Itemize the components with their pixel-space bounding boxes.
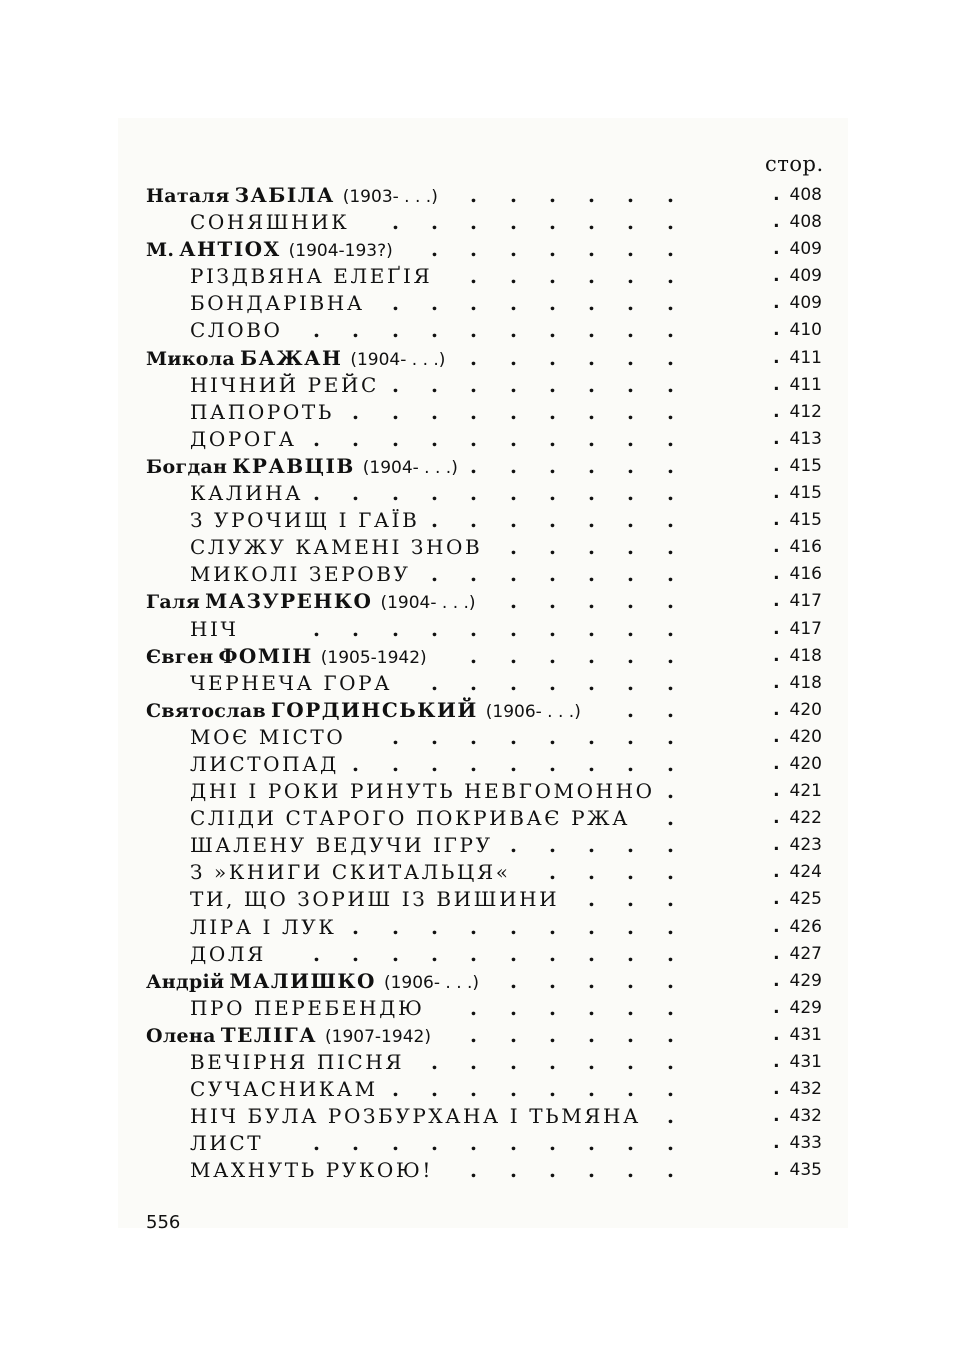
toc-poem-row: НІЧНИЙ РЕЙС . . . . . . . . . 411 — [146, 372, 826, 399]
poem-title: СЛУЖУ КАМЕНІ ЗНОВ — [190, 535, 483, 560]
author-first-name: Галя — [146, 591, 201, 614]
toc-poem-row: ЛИСТ . . . . . . . . . . . 433 — [146, 1130, 826, 1157]
page-ref-number: 420 — [789, 753, 822, 774]
page-ref: . 409 — [773, 266, 822, 287]
toc-poem-row: ПРО ПЕРЕБЕНДЮ . . . . . . . 429 — [146, 995, 826, 1022]
page-ref-number: 415 — [789, 455, 822, 476]
page-ref-number: 423 — [789, 835, 822, 856]
page-ref-number: 432 — [789, 1106, 822, 1127]
page-ref-number: 432 — [789, 1079, 822, 1100]
page-ref-number: 408 — [789, 185, 822, 205]
toc-poem-row: ВЕЧІРНЯ ПІСНЯ . . . . . . . . 431 — [146, 1049, 826, 1076]
toc-author-row: Святослав ГОРДИНСЬКИЙ (1906- . . .) . . . 420 — [146, 697, 826, 724]
page-ref: . 432 — [773, 1106, 822, 1127]
author-years: (1904- . . .) — [380, 593, 476, 614]
author-first-name: Андрій — [146, 970, 225, 993]
toc-poem-row: ДОЛЯ . . . . . . . . . . . 427 — [146, 941, 826, 968]
page-ref-number: 416 — [789, 564, 822, 585]
toc-poem-row: НІЧ БУЛА РОЗБУРХАНА І ТЬМЯНА . . 432 — [146, 1103, 826, 1130]
author-heading — [146, 643, 427, 672]
page-ref-number: 433 — [789, 1133, 822, 1154]
poem-title: НІЧ БУЛА РОЗБУРХАНА І ТЬМЯНА — [190, 1104, 641, 1129]
page-ref: . 432 — [773, 1079, 822, 1100]
toc-poem-row: БОНДАРІВНА . . . . . . . . . 409 — [146, 290, 826, 317]
poem-title: ЛИСТОПАД — [190, 751, 339, 776]
poem-title: ДОРОГА — [190, 426, 297, 451]
toc-author-row: Наталя ЗАБІЛА (1903- . . .) . . . . . . . 408 — [146, 182, 826, 209]
author-years: (1906- . . .) — [485, 701, 581, 722]
author-last-name: ТЕЛІГА — [220, 1022, 318, 1047]
toc-poem-row: СЛІДИ СТАРОГО ПОКРИВАЄ РЖА . . 422 — [146, 805, 826, 832]
poem-title: ТИ, ЩО ЗОРИШ ІЗ ВИШИНИ — [190, 887, 560, 912]
page-ref: . 421 — [773, 781, 822, 802]
poem-title: ЛИСТ — [190, 1131, 264, 1156]
page-ref-number: 409 — [789, 266, 822, 287]
page-ref: . 431 — [773, 1024, 822, 1045]
author-heading — [146, 345, 445, 374]
page-ref-number: 417 — [789, 591, 822, 612]
page-ref: . 425 — [773, 889, 822, 910]
page-ref-number: 409 — [789, 293, 822, 314]
author-years: (1906- . . .) — [383, 972, 480, 993]
author-years: (1905-1942) — [320, 647, 427, 668]
poem-title: НІЧ — [190, 616, 239, 641]
poem-title: ВЕЧІРНЯ ПІСНЯ — [190, 1050, 405, 1074]
toc-poem-row: МАХНУТЬ РУКОЮ! . . . . . . . 435 — [146, 1157, 826, 1184]
author-heading — [146, 588, 476, 617]
page-ref-number: 420 — [789, 726, 822, 747]
toc-poem-row: ДНІ І РОКИ РИНУТЬ НЕВГОМОННО . . 421 — [146, 778, 826, 805]
toc-poem-row: ЛІРА І ЛУК . . . . . . . . . . 426 — [146, 914, 826, 941]
page-ref: . 417 — [773, 591, 822, 612]
toc-poem-row: ДОРОГА . . . . . . . . . . . 413 — [146, 426, 826, 453]
page-ref: . 409 — [773, 293, 822, 314]
page-ref-number: 424 — [789, 862, 822, 883]
author-last-name: АНТІОХ — [179, 237, 281, 262]
toc-poem-row: ЛИСТОПАД . . . . . . . . . . 420 — [146, 751, 826, 778]
page-ref: . 431 — [773, 1052, 822, 1072]
page-ref-number: 425 — [789, 889, 822, 910]
page-ref-number: 410 — [789, 320, 822, 341]
page-ref: . 422 — [773, 808, 822, 829]
toc-poem-row: ЧЕРНЕЧА ГОРА . . . . . . . . 418 — [146, 670, 826, 697]
toc-author-row: Микола БАЖАН (1904- . . .) . . . . . . . 411 — [146, 345, 826, 372]
page-ref-number: 417 — [789, 618, 822, 639]
poem-title: МАХНУТЬ РУКОЮ! — [190, 1158, 434, 1183]
toc-author-row: Богдан КРАВЦІВ (1904- . . .) . . . . . . . 415 — [146, 453, 826, 480]
author-last-name: ГОРДИНСЬКИЙ — [270, 697, 478, 722]
author-heading — [146, 697, 581, 726]
author-last-name: ЗАБІЛА — [234, 183, 335, 207]
page-ref: . 416 — [773, 564, 822, 585]
page-ref-number: 421 — [789, 781, 822, 802]
page-ref: . 408 — [773, 185, 822, 205]
poem-title: З »КНИГИ СКИТАЛЬЦЯ« — [190, 860, 511, 885]
toc-poem-row: ПАПОРОТЬ . . . . . . . . . . 412 — [146, 399, 826, 426]
author-years: (1904-193?) — [288, 241, 393, 262]
page-ref-number: 412 — [789, 401, 822, 422]
author-first-name: Наталя — [146, 185, 230, 207]
poem-title: ЛІРА І ЛУК — [190, 914, 337, 939]
page-ref: . 412 — [773, 401, 822, 422]
page-ref: . 410 — [773, 320, 822, 341]
author-first-name: М. — [146, 239, 175, 262]
page-ref: . 415 — [773, 510, 822, 531]
toc-poem-row: ШАЛЕНУ ВЕДУЧИ ІГРУ . . . . . . 423 — [146, 832, 826, 859]
poem-title: ДНІ І РОКИ РИНУТЬ НЕВГОМОННО — [190, 779, 655, 804]
page-ref: . 423 — [773, 835, 822, 856]
page-ref-number: 408 — [789, 212, 822, 233]
poem-title: СОНЯШНИК — [190, 210, 350, 235]
toc-poem-row: З »КНИГИ СКИТАЛЬЦЯ« . . . . . 424 — [146, 859, 826, 886]
author-years: (1907-1942) — [325, 1026, 431, 1047]
author-years: (1904- . . .) — [350, 349, 446, 370]
page-ref-number: 420 — [789, 699, 822, 720]
page-ref-number: 418 — [789, 645, 822, 666]
poem-title: ПАПОРОТЬ — [190, 399, 334, 424]
author-first-name: Богдан — [146, 455, 228, 478]
page-ref: . 415 — [773, 455, 822, 476]
toc-author-row: М. АНТІОХ (1904-193?) . . . . . . . . 409 — [146, 236, 826, 263]
page-ref-number: 429 — [789, 970, 822, 991]
poem-title: ДОЛЯ — [190, 941, 266, 966]
author-last-name: КРАВЦІВ — [232, 453, 355, 478]
table-of-contents — [146, 182, 826, 1184]
author-heading — [146, 182, 438, 211]
page-ref-number: 431 — [789, 1024, 822, 1045]
toc-poem-row: МИКОЛІ ЗЕРОВУ . . . . . . . . 416 — [146, 561, 826, 588]
page-ref: . 418 — [773, 645, 822, 666]
page-ref: . 424 — [773, 862, 822, 883]
page-ref: . 420 — [773, 753, 822, 774]
page-ref-number: 435 — [789, 1160, 822, 1181]
toc-poem-row: СОНЯШНИК . . . . . . . . . 408 — [146, 209, 826, 236]
page-ref-number: 431 — [789, 1052, 822, 1072]
toc-author-row: Олена ТЕЛІГА (1907-1942) . . . . . . . 431 — [146, 1022, 826, 1049]
poem-title: БОНДАРІВНА — [190, 291, 365, 316]
toc-author-row: Євген ФОМІН (1905-1942) . . . . . . . 418 — [146, 643, 826, 670]
page-ref: . 413 — [773, 428, 822, 449]
poem-title: РІЗДВЯНА ЕЛЕҐІЯ — [190, 264, 433, 289]
toc-poem-row: З УРОЧИЩ І ГАЇВ . . . . . . . . 415 — [146, 507, 826, 534]
toc-poem-row: РІЗДВЯНА ЕЛЕҐІЯ . . . . . . . 409 — [146, 263, 826, 290]
toc-poem-row: ТИ, ЩО ЗОРИШ ІЗ ВИШИНИ . . . . 425 — [146, 886, 826, 913]
page-column-label: стор. — [765, 152, 824, 176]
author-last-name: БАЖАН — [240, 345, 343, 370]
page-ref-number: 415 — [789, 483, 822, 504]
page-ref-number: 411 — [789, 347, 822, 368]
author-years: (1904- . . .) — [362, 457, 458, 478]
page-ref-number: 429 — [789, 997, 822, 1018]
poem-title: КАЛИНА — [190, 481, 303, 506]
page-ref: . 417 — [773, 618, 822, 639]
page-ref: . 426 — [773, 916, 822, 937]
poem-title: ШАЛЕНУ ВЕДУЧИ ІГРУ — [190, 833, 493, 858]
page-ref: . 418 — [773, 672, 822, 693]
toc-poem-row: СУЧАСНИКАМ . . . . . . . . . 432 — [146, 1076, 826, 1103]
poem-title: СЛІДИ СТАРОГО ПОКРИВАЄ РЖА — [190, 806, 630, 831]
author-years: (1903- . . .) — [342, 187, 438, 207]
author-last-name: МАЛИШКО — [229, 968, 376, 993]
page-ref-number: 426 — [789, 916, 822, 937]
author-first-name: Святослав — [146, 699, 266, 722]
poem-title: СУЧАСНИКАМ — [190, 1077, 378, 1102]
author-first-name: Євген — [146, 645, 214, 668]
page-ref: . 420 — [773, 699, 822, 720]
toc-poem-row: СЛОВО . . . . . . . . . . . 410 — [146, 317, 826, 344]
poem-title: МОЄ МІСТО — [190, 724, 346, 749]
page-ref-number: 413 — [789, 428, 822, 449]
page-ref: . 427 — [773, 943, 822, 964]
author-first-name: Олена — [146, 1024, 216, 1047]
page-ref-number: 411 — [789, 374, 822, 395]
author-last-name: МАЗУРЕНКО — [205, 589, 373, 614]
toc-poem-row: МОЄ МІСТО . . . . . . . . . 420 — [146, 724, 826, 751]
poem-title: ПРО ПЕРЕБЕНДЮ — [190, 995, 425, 1020]
poem-title: З УРОЧИЩ І ГАЇВ — [190, 508, 420, 533]
toc-poem-row: КАЛИНА . . . . . . . . . . . 415 — [146, 480, 826, 507]
page-ref-number: 422 — [789, 808, 822, 829]
page-ref: . 433 — [773, 1133, 822, 1154]
page-ref: . 429 — [773, 997, 822, 1018]
page-ref: . 411 — [773, 347, 822, 368]
page-ref: . 435 — [773, 1160, 822, 1181]
page-ref: . 411 — [773, 374, 822, 395]
page-ref: . 429 — [773, 970, 822, 991]
page-ref: . 408 — [773, 212, 822, 233]
page-ref: . 415 — [773, 483, 822, 504]
poem-title: МИКОЛІ ЗЕРОВУ — [190, 562, 411, 587]
toc-author-row: Андрій МАЛИШКО (1906- . . .) . . . . . . 429 — [146, 968, 826, 995]
author-first-name: Микола — [146, 347, 236, 370]
toc-poem-row: СЛУЖУ КАМЕНІ ЗНОВ . . . . . . 416 — [146, 534, 826, 561]
page-ref: . 420 — [773, 726, 822, 747]
page-ref: . 409 — [773, 239, 822, 260]
author-last-name: ФОМІН — [218, 643, 313, 668]
poem-title: СЛОВО — [190, 318, 283, 343]
poem-title: ЧЕРНЕЧА ГОРА — [190, 670, 392, 695]
toc-author-row: Галя МАЗУРЕНКО (1904- . . .) . . . . . . 417 — [146, 588, 826, 615]
page-ref-number: 409 — [789, 239, 822, 260]
author-heading — [146, 453, 458, 482]
author-heading — [146, 236, 393, 265]
page-ref: . 416 — [773, 537, 822, 558]
toc-poem-row: НІЧ . . . . . . . . . . . 417 — [146, 616, 826, 643]
page-ref-number: 415 — [789, 510, 822, 531]
page-ref-number: 416 — [789, 537, 822, 558]
poem-title: НІЧНИЙ РЕЙС — [190, 372, 379, 397]
page-number: 556 — [146, 1212, 181, 1233]
page-ref-number: 427 — [789, 943, 822, 964]
page-ref-number: 418 — [789, 672, 822, 693]
author-heading — [146, 968, 479, 997]
author-heading — [146, 1022, 431, 1051]
